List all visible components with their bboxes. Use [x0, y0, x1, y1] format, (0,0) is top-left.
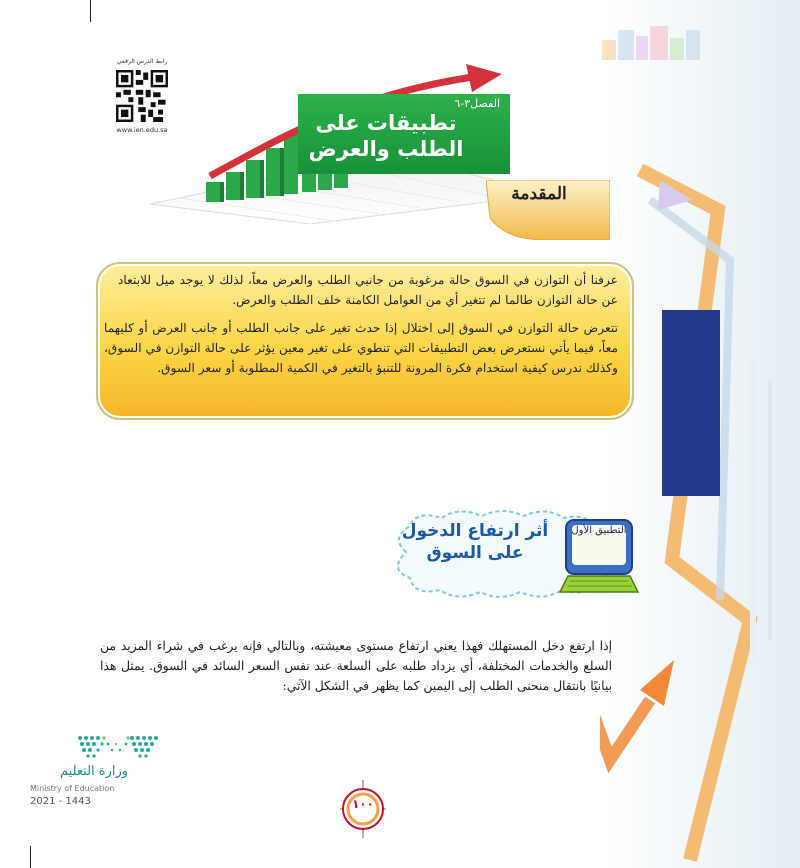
chapter-side-tab — [662, 310, 720, 496]
intro-paragraph-1: عرفنا أن التوازن في السوق حالة مرغوبة من جانبي الطلب والعرض معاً، لذلك لا يوجد ميل للابتعاد عن حالة التوازن طالما لم تتغير أي من العوامل الكامنة خلف الطلب والعرض. — [118, 273, 618, 307]
chapter-title: تطبيقات على الطلب والعرض — [308, 111, 464, 161]
crop-mark-bl — [30, 846, 31, 868]
application-label: التطبيق الأول — [571, 525, 627, 536]
ministry-year: 2021 - 1443 — [30, 796, 91, 807]
qr-caption: رابط الدرس الرقمي — [116, 58, 168, 65]
qr-url[interactable]: www.ien.edu.sa — [116, 126, 168, 134]
intro-paragraph-2: تتعرض حالة التوازن في السوق إلى اختلال إذا حدث تغير على جانب الطلب أو جانب العرض أو كليهما معاً، فيما يأتي نستعرض بعض التطبيقات التي تنطوي على تغير معين يؤثر على حالة التوازن في السوق، وكذلك ندرس كيفية استخدام فكرة المرونة للتنبؤ بالتغير في الكمية المطلوبة أو سعر السوق. — [104, 321, 618, 375]
crop-mark-tl — [90, 0, 91, 22]
ministry-dots-icon — [72, 732, 162, 762]
ministry-name-ar: وزارة التعليم — [60, 764, 129, 779]
ministry-name-en: Ministry of Education — [30, 784, 115, 793]
chapter-number: الفصل٣-٦ — [454, 97, 500, 110]
intro-title: المقدمة — [511, 184, 567, 204]
body-paragraph: إذا ارتفع دخل المستهلك فهذا يعني ارتفاع مستوى معيشته، وبالتالي فإنه يرغب في شراء المزيد من السلع والخدمات المختلفة، أي يزداد طلبه على السلعة عند نفس السعر السائد في السوق. يمثل هذا بيانيًا بانتقال منحنى الطلب إلى اليمين كما يظهر في الشكل الآتي: — [100, 639, 612, 693]
page-number: ١٠٠ — [352, 797, 374, 811]
application-title: أثر ارتفاع الدخول على السوق — [401, 521, 549, 563]
